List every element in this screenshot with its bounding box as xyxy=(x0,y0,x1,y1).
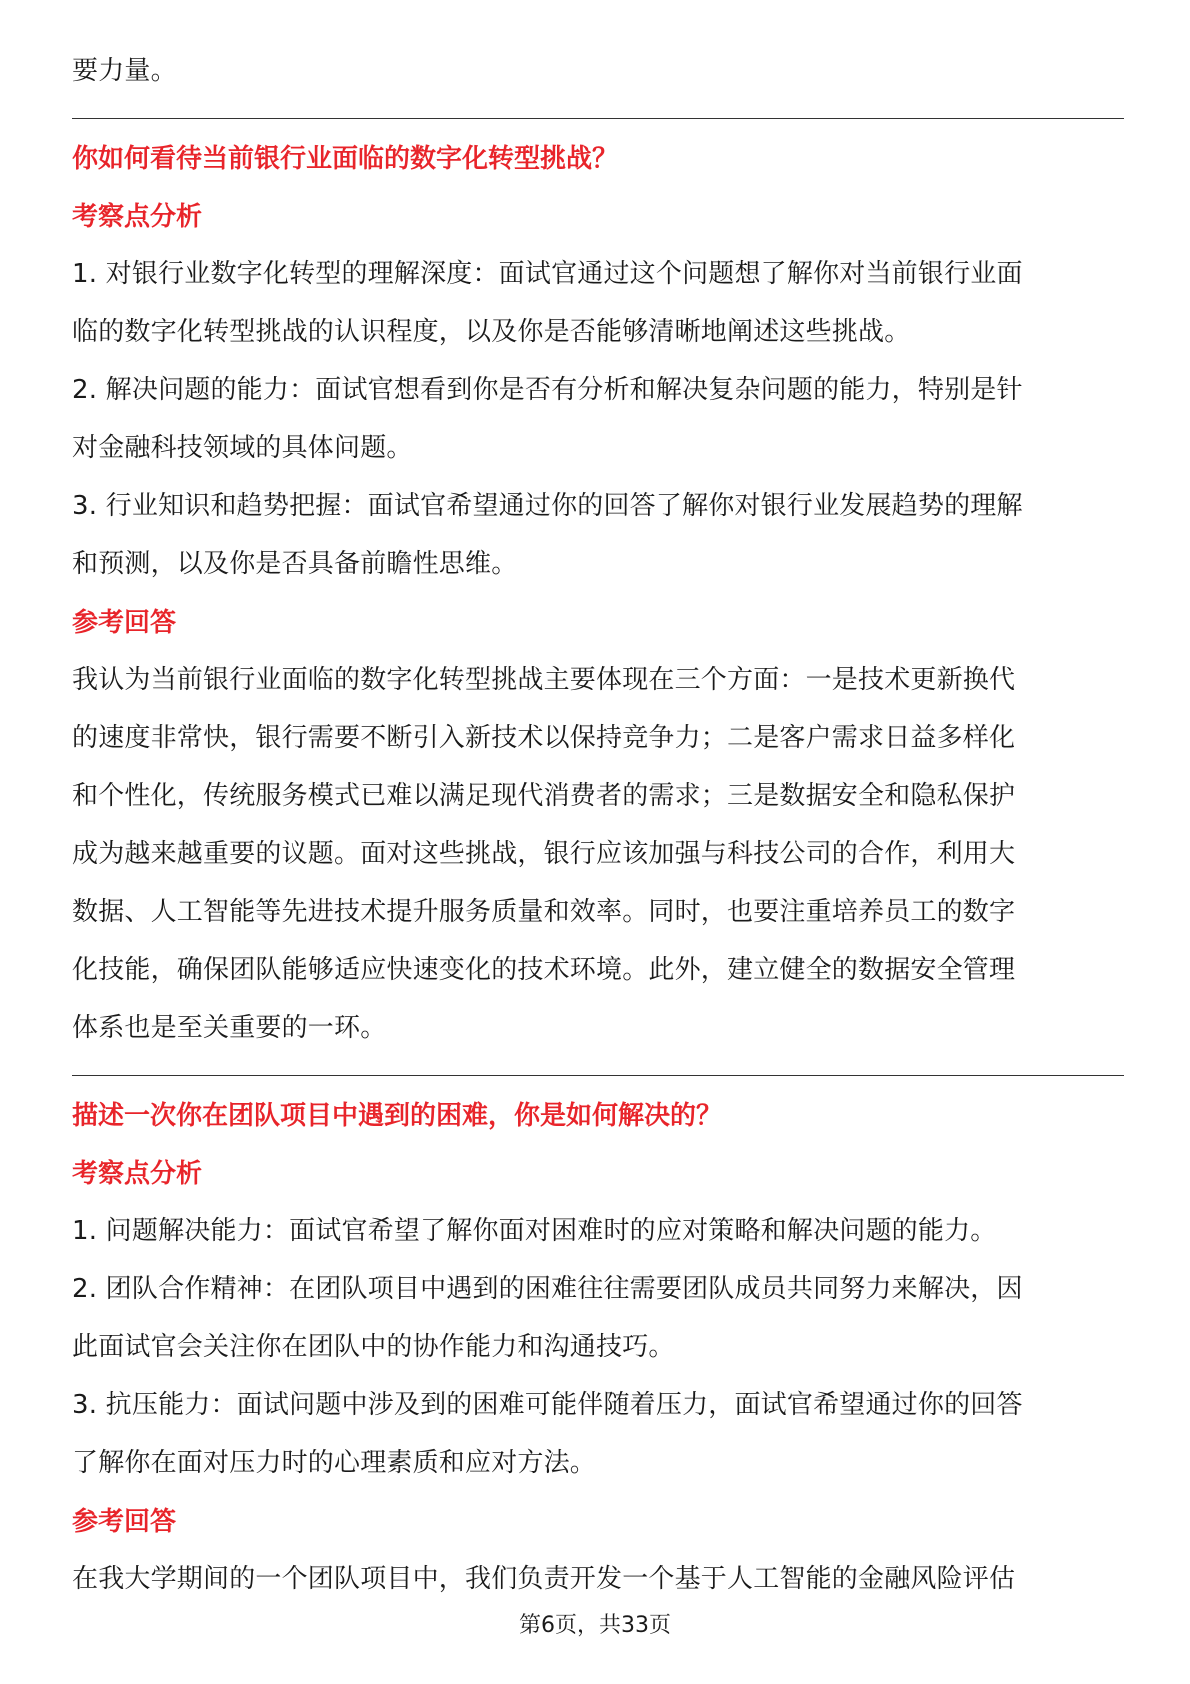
analysis-line: 对金融科技领域的具体问题。 xyxy=(72,433,413,463)
analysis-line: 1. 问题解决能力：面试官希望了解你面对困难时的应对策略和解决问题的能力。 xyxy=(72,1216,997,1246)
analysis-line: 此面试官会关注你在团队中的协作能力和沟通技巧。 xyxy=(72,1332,675,1362)
answer-heading: 参考回答 xyxy=(72,1507,177,1537)
analysis-line: 1. 对银行业数字化转型的理解深度：面试官通过这个问题想了解你对当前银行业面 xyxy=(72,259,1023,289)
question-title: 描述一次你在团队项目中遇到的困难，你是如何解决的？ xyxy=(72,1101,723,1131)
analysis-line: 临的数字化转型挑战的认识程度，以及你是否能够清晰地阐述这些挑战。 xyxy=(72,317,911,347)
document-page xyxy=(72,42,1124,1608)
answer-line: 成为越来越重要的议题。面对这些挑战，银行应该加强与科技公司的合作，利用大 xyxy=(72,839,1016,869)
analysis-body xyxy=(72,1202,1124,1492)
answer-body xyxy=(72,651,1124,1057)
answer-body xyxy=(72,1550,1124,1608)
answer-line: 的速度非常快，银行需要不断引入新技术以保持竞争力；二是客户需求日益多样化 xyxy=(72,723,1016,753)
analysis-body xyxy=(72,245,1124,593)
section-divider xyxy=(72,118,1124,119)
analysis-line: 和预测，以及你是否具备前瞻性思维。 xyxy=(72,549,518,579)
analysis-line: 3. 行业知识和趋势把握：面试官希望通过你的回答了解你对银行业发展趋势的理解 xyxy=(72,491,1023,521)
question-section-1 xyxy=(72,131,1124,1057)
question-title: 你如何看待当前银行业面临的数字化转型挑战？ xyxy=(72,144,619,174)
analysis-line: 2. 解决问题的能力：面试官想看到你是否有分析和解决复杂问题的能力，特别是针 xyxy=(72,375,1023,405)
question-section-2 xyxy=(72,1088,1124,1608)
answer-line: 我认为当前银行业面临的数字化转型挑战主要体现在三个方面：一是技术更新换代 xyxy=(72,665,1016,695)
answer-line: 在我大学期间的一个团队项目中，我们负责开发一个基于人工智能的金融风险评估 xyxy=(72,1564,1016,1594)
analysis-line: 2. 团队合作精神：在团队项目中遇到的困难往往需要团队成员共同努力来解决，因 xyxy=(72,1274,1023,1304)
answer-heading: 参考回答 xyxy=(72,608,177,638)
answer-line: 化技能，确保团队能够适应快速变化的技术环境。此外，建立健全的数据安全管理 xyxy=(72,955,1016,985)
analysis-heading: 考察点分析 xyxy=(72,1159,203,1189)
section-divider xyxy=(72,1075,1124,1076)
page-number-footer: 第6页，共33页 xyxy=(519,1613,671,1638)
answer-line: 数据、人工智能等先进技术提升服务质量和效率。同时，也要注重培养员工的数字 xyxy=(72,897,1016,927)
intro-tail-text: 要力量。 xyxy=(72,56,177,86)
answer-line: 和个性化，传统服务模式已难以满足现代消费者的需求；三是数据安全和隐私保护 xyxy=(72,781,1016,811)
analysis-line: 3. 抗压能力：面试问题中涉及到的困难可能伴随着压力，面试官希望通过你的回答 xyxy=(72,1390,1023,1420)
analysis-heading: 考察点分析 xyxy=(72,202,203,232)
analysis-line: 了解你在面对压力时的心理素质和应对方法。 xyxy=(72,1448,597,1478)
answer-line: 体系也是至关重要的一环。 xyxy=(72,1013,387,1043)
